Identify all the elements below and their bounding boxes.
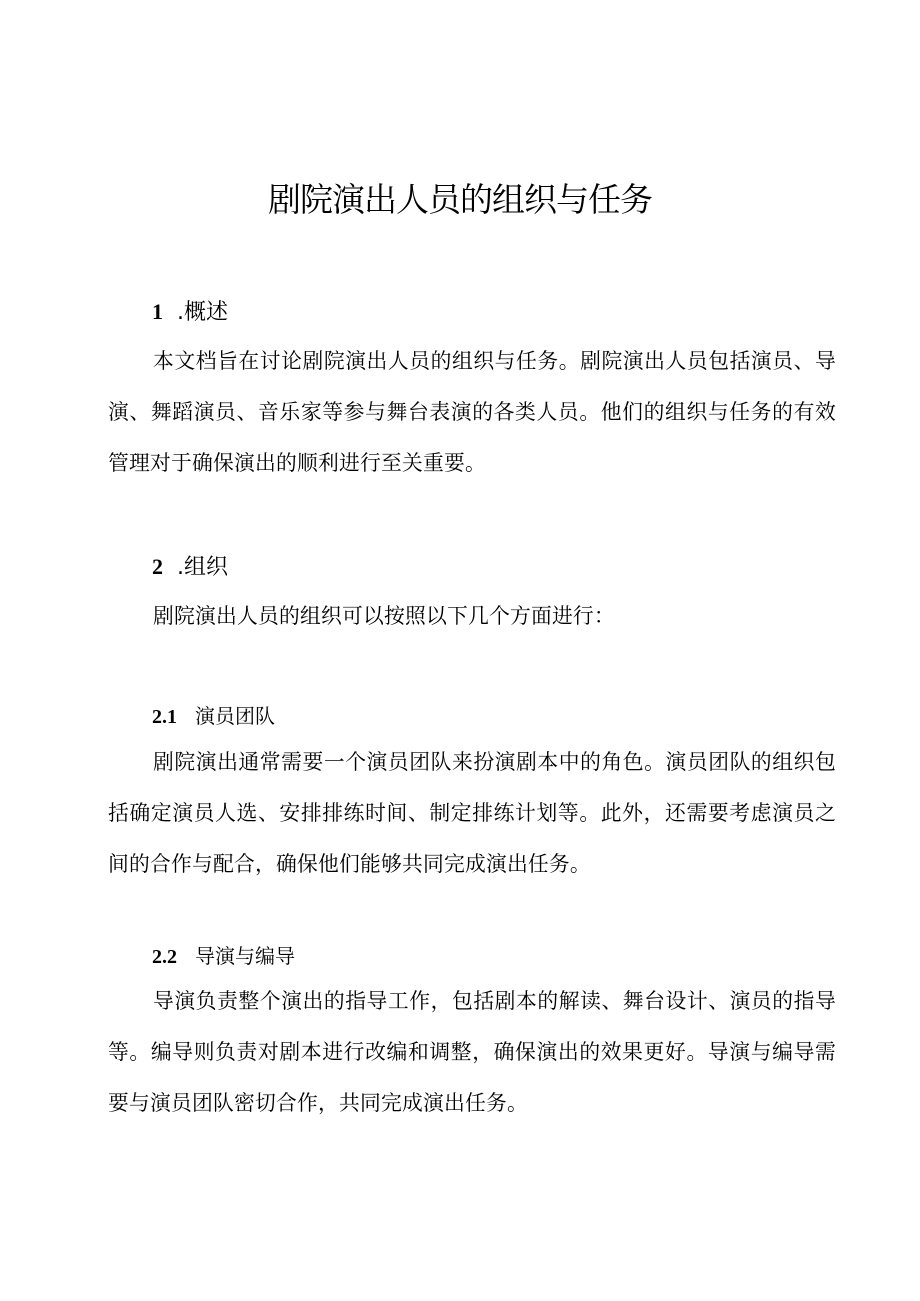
organization-intro-paragraph: 剧院演出人员的组织可以按照以下几个方面进行： — [153, 604, 615, 628]
section-number: 2 — [152, 554, 163, 579]
section-number: 1 — [152, 299, 163, 324]
subsection-title: 导演与编导 — [195, 944, 295, 968]
subsection-number: 2.2 — [152, 946, 177, 968]
section-heading-organization — [152, 552, 228, 583]
document-title: 剧院演出人员的组织与任务 — [268, 180, 652, 219]
director-paragraph: 导演负责整个演出的指导工作，包括剧本的解读、舞台设计、演员的指导等。编导则负责对剧本进行改编和调整，确保演出的效果更好。导演与编导需要与演员团队密切合作，共同完成演出任务。 — [108, 989, 836, 1115]
overview-paragraph: 本文档旨在讨论剧院演出人员的组织与任务。剧院演出人员包括演员、导演、舞蹈演员、音乐家等参与舞台表演的各类人员。他们的组织与任务的有效管理对于确保演出的顺利进行至关重要。 — [108, 349, 836, 475]
subsection-number: 2.1 — [152, 706, 177, 728]
subsection-title: 演员团队 — [195, 704, 275, 728]
actor-team-paragraph: 剧院演出通常需要一个演员团队来扮演剧本中的角色。演员团队的组织包括确定演员人选、安排排练时间、制定排练计划等。此外，还需要考虑演员之间的合作与配合，确保他们能够共同完成演出任务。 — [108, 750, 836, 876]
subsection-heading-director — [152, 941, 295, 972]
section-title: .组织 — [177, 555, 228, 580]
section-heading-overview — [152, 297, 228, 328]
subsection-heading-actor-team — [152, 701, 275, 732]
section-title: .概述 — [177, 300, 228, 325]
